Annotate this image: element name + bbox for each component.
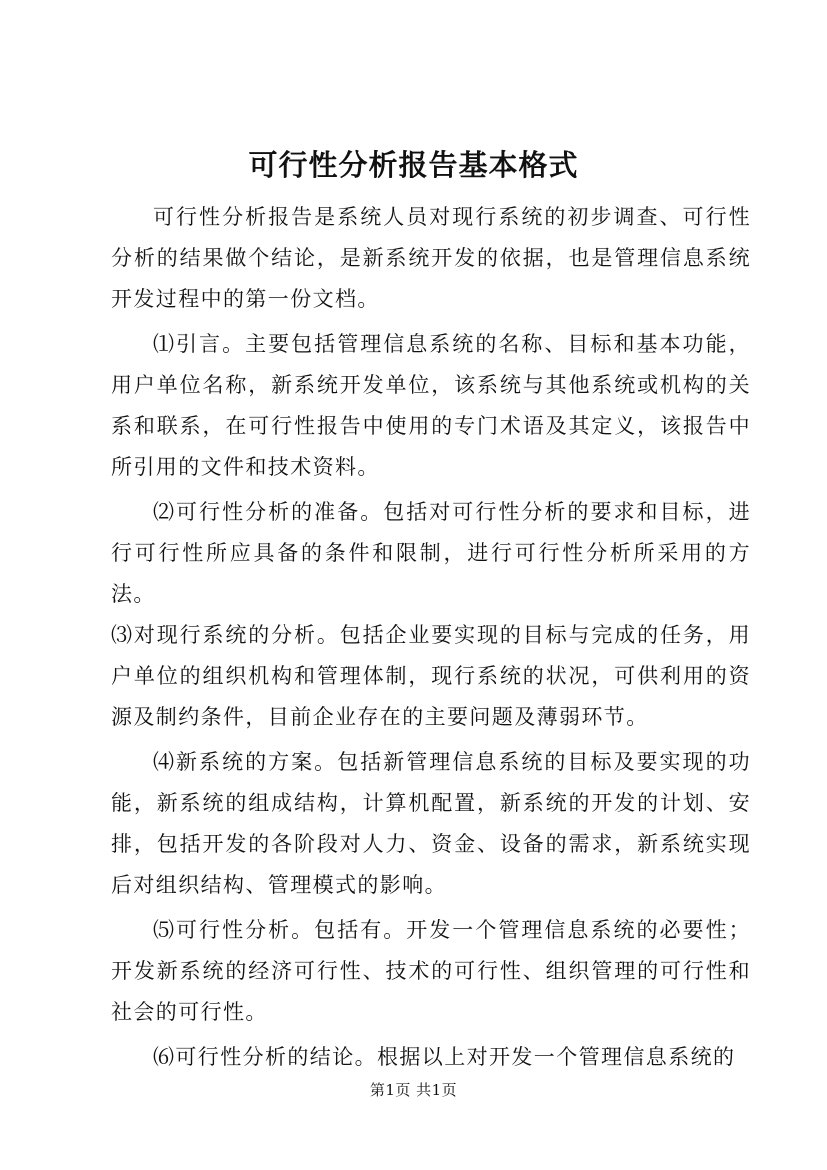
document-body: [111, 197, 751, 1082]
paragraph-preparation-section: ⑵可行性分析的准备。包括对可行性分析的要求和目标，进行可行性所应具备的条件和限制，进行可行性分析所采用的方法。: [111, 500, 751, 606]
paragraph-feasibility-section: ⑸可行性分析。包括有。开发一个管理信息系统的必要性；开发新系统的经济可行性、技术的可行性、组织管理的可行性和社会的可行性。: [111, 918, 751, 1024]
paragraph-intro: 可行性分析报告是系统人员对现行系统的初步调查、可行性分析的结果做个结论，是新系统开发的依据，也是管理信息系统开发过程中的第一份文档。: [111, 205, 751, 311]
paragraph-new-system-section: ⑷新系统的方案。包括新管理信息系统的目标及要实现的功能，新系统的组成结构，计算机配置，新系统的开发的计划、安排，包括开发的各阶段对人力、资金、设备的需求，新系统实现后对组织结构、管理模式的影响。: [111, 750, 751, 897]
paragraph-current-system-section: ⑶对现行系统的分析。包括企业要实现的目标与完成的任务，用户单位的组织机构和管理体制，现行系统的状况，可供利用的资源及制约条件，目前企业存在的主要问题及薄弱环节。: [111, 623, 751, 729]
page-footer: 第1页 共1页: [369, 1081, 458, 1099]
document-title: 可行性分析报告基本格式: [248, 148, 579, 182]
paragraph-conclusion-section: ⑹可行性分析的结论。根据以上对开发一个管理信息系统的: [153, 1045, 736, 1069]
paragraph-introduction-section: ⑴引言。主要包括管理信息系统的名称、目标和基本功能，用户单位名称，新系统开发单位，该系统与其他系统或机构的关系和联系，在可行性报告中使用的专门术语及其定义，该报告中所引用的文件和技术资料。: [111, 332, 751, 479]
